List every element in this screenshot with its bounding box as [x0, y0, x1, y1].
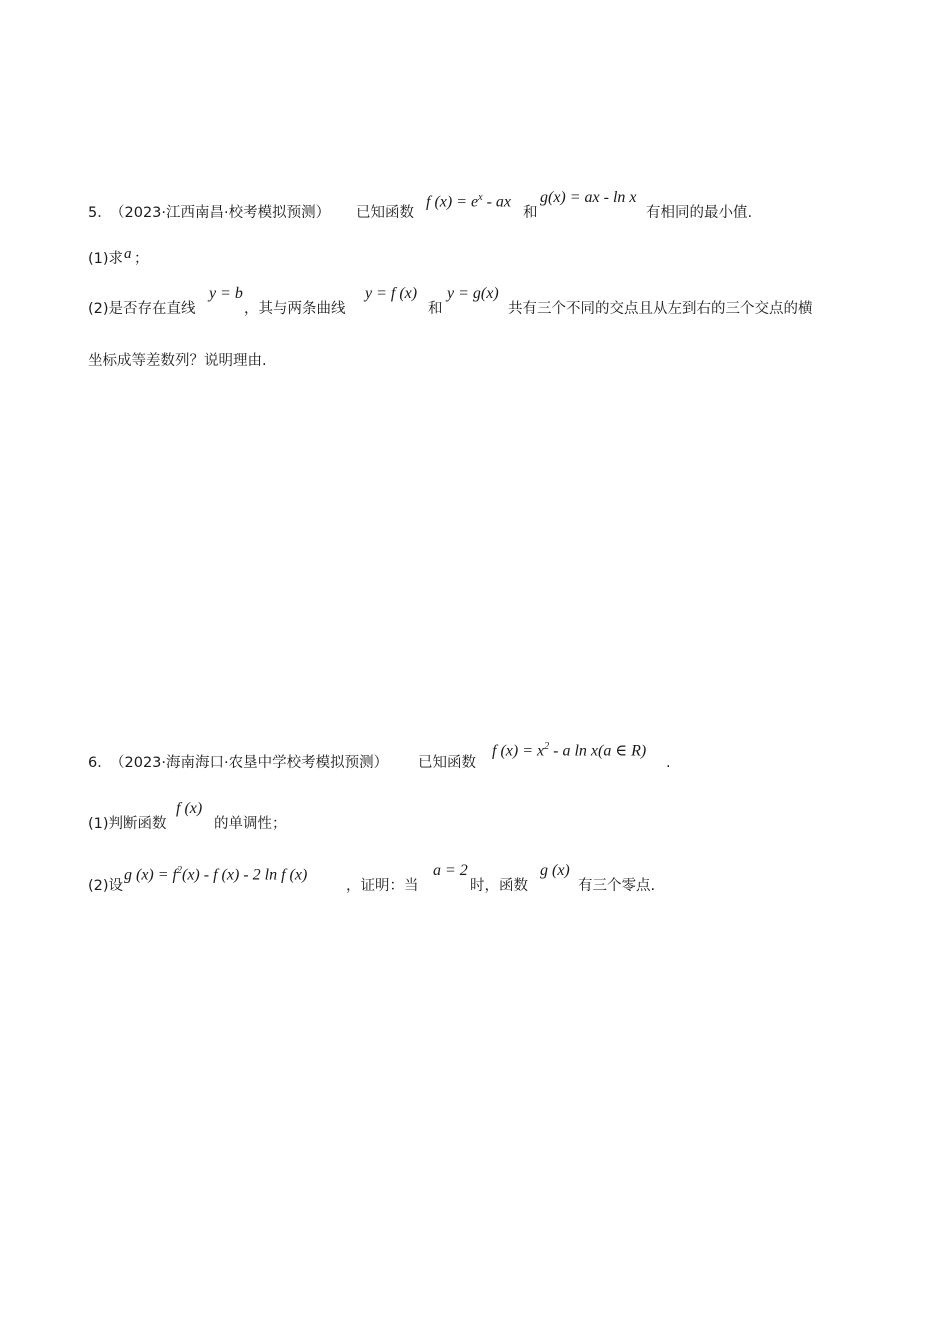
- question-5-header: [0, 180, 950, 240]
- question-6-end: .: [666, 755, 671, 771]
- q6-part-2-g-definition: g $(x) = f^2(x) - f$ (x) - 2 ln f (x): [124, 865, 308, 884]
- part-2-and: 和: [428, 301, 443, 317]
- question-5-and: 和: [523, 205, 538, 221]
- part-2-continued: 坐标成等差数列？说明理由.: [88, 353, 267, 369]
- question-5-prefix: 已知函数: [356, 205, 414, 221]
- part-2-line: y = b: [209, 285, 243, 302]
- q6-part-2-g-function: g (x): [540, 862, 570, 879]
- question-5-suffix: 有相同的最小值.: [646, 205, 753, 221]
- question-6-part-2: [0, 858, 950, 918]
- part-1-variable: a: [124, 246, 132, 262]
- part-2-curve-g: y = g(x): [447, 285, 499, 302]
- q6-part-1-label: (1)判断函数: [88, 816, 167, 832]
- q6-part-2-tail: 有三个零点.: [578, 878, 656, 894]
- part-1-end: ；: [134, 251, 149, 267]
- q6-part-2-label: (2)设: [88, 878, 124, 894]
- question-6-prefix: 已知函数: [418, 755, 476, 771]
- q6-part-1-tail: 的单调性；: [214, 816, 287, 832]
- question-5-source: （2023·江西南昌·校考模拟预测）: [110, 205, 331, 221]
- part-2-curve-f: y = f (x): [365, 285, 418, 302]
- question-6-header: [0, 735, 950, 795]
- question-6-number: 6．: [88, 755, 112, 771]
- question-5-g-definition: g(x) = ax - ln x: [540, 189, 637, 206]
- part-2-label: (2)是否存在直线: [88, 301, 196, 317]
- question-5-part-2-continued: [0, 340, 950, 400]
- question-5-part-2: [0, 280, 950, 340]
- q6-part-2-mid: ，证明：当: [346, 878, 419, 894]
- part-1-label: (1)求: [88, 251, 124, 267]
- question-6-source: （2023·海南海口·农垦中学校考模拟预测）: [110, 755, 389, 771]
- question-6-f-definition: f $(x) = x^2 - a$ ln x(a ∈ R): [492, 741, 647, 760]
- q6-part-2-when: 时，函数: [470, 878, 528, 894]
- question-5-number: 5．: [88, 205, 112, 221]
- q6-part-2-condition: a = 2: [433, 862, 468, 879]
- q6-part-1-function: f (x): [176, 800, 203, 817]
- question-6-part-1: [0, 798, 950, 858]
- part-2-tail: 共有三个不同的交点且从左到右的三个交点的横: [508, 301, 813, 317]
- part-2-mid: ，其与两条曲线: [244, 301, 346, 317]
- question-5-f-definition: f $(x) = e^x$ - ax: [426, 192, 511, 211]
